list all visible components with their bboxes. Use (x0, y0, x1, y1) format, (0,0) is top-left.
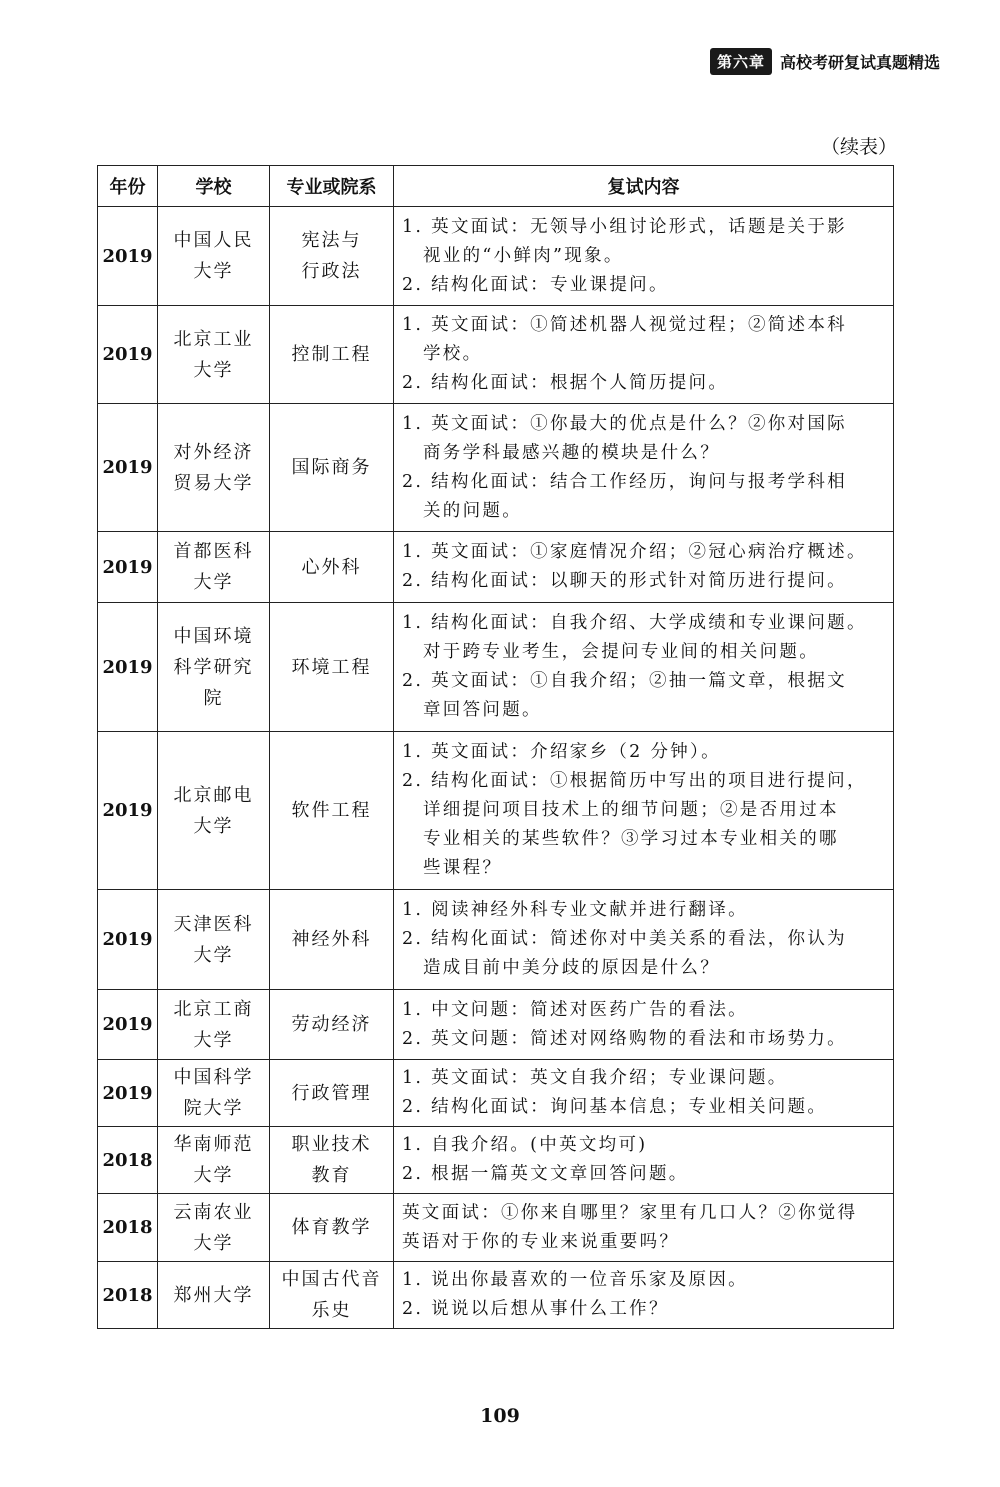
table-row (98, 1060, 894, 1127)
cell-content (394, 732, 894, 890)
content-line: 2. 结构化面试：结合工作经历，询问与报考学科相 (402, 471, 847, 492)
school-name-line: 北京工商 (173, 998, 254, 1020)
book-title: 高校考研复试真题精选 (779, 53, 940, 72)
school-name-line: 大学 (193, 1029, 234, 1051)
major-name-line: 神经外科 (291, 929, 372, 950)
content-line: 视业的“小鲜肉”现象。 (423, 245, 624, 266)
content-line: 1. 英文面试：①简述机器人视觉过程；②简述本科 (402, 315, 847, 335)
cell-year: 2019 (98, 404, 158, 532)
school-name-line: 中国科学 (173, 1067, 254, 1088)
cell-year: 2019 (98, 990, 158, 1060)
major-name-line: 乐史 (311, 1300, 352, 1321)
content-line: 详细提问项目技术上的细节问题；②是否用过本 (423, 800, 839, 820)
cell-content (394, 1060, 894, 1127)
major-name-line: 行政管理 (291, 1082, 372, 1104)
cell-content (394, 306, 894, 404)
cell-content (394, 1194, 894, 1262)
content-line: 2. 结构化面试：根据个人简历提问。 (402, 373, 729, 393)
school-name-line: 天津医科 (173, 913, 254, 935)
cell-major (270, 1194, 394, 1262)
table-row (98, 1194, 894, 1262)
column-header-major: 专业或院系 (270, 166, 394, 207)
school-name-line: 大学 (193, 572, 234, 593)
cell-year: 2019 (98, 732, 158, 890)
major-name-line: 环境工程 (291, 656, 372, 678)
column-header-year: 年份 (98, 166, 158, 207)
content-line: 2. 结构化面试：①根据简历中写出的项目进行提问， (402, 771, 867, 791)
major-name-line: 中国古代音 (281, 1269, 382, 1290)
cell-content (394, 603, 894, 732)
content-line: 1. 英文面试：英文自我介绍；专业课问题。 (402, 1068, 788, 1088)
interview-questions-table (97, 165, 894, 1329)
content-line: 1. 英文面试：无领导小组讨论形式，话题是关于影 (402, 216, 847, 237)
school-name-line: 华南师范 (173, 1134, 254, 1155)
content-line: 1. 中文问题：简述对医药广告的看法。 (402, 999, 748, 1020)
school-name-line: 大学 (193, 815, 234, 837)
content-line: 专业相关的某些软件？③学习过本专业相关的哪 (423, 829, 839, 849)
content-line: 2. 说说以后想从事什么工作？ (402, 1299, 669, 1319)
cell-school (158, 890, 270, 990)
content-line: 造成目前中美分歧的原因是什么？ (423, 958, 720, 978)
content-line: 1. 英文面试：①家庭情况介绍；②冠心病治疗概述。 (402, 542, 867, 562)
cell-school (158, 1194, 270, 1262)
table-row (98, 306, 894, 404)
cell-major (270, 207, 394, 306)
content-line: 1. 结构化面试：自我介绍、大学成绩和专业课问题。 (402, 613, 867, 633)
content-line: 关的问题。 (423, 500, 522, 521)
content-line: 学校。 (423, 344, 483, 364)
content-line: 对于跨专业考生，会提问专业间的相关问题。 (423, 642, 819, 662)
major-name-line: 行政法 (301, 261, 362, 282)
content-line: 些课程？ (423, 858, 503, 878)
school-name-line: 对外经济 (173, 441, 254, 463)
major-name-line: 控制工程 (291, 344, 372, 365)
table-row (98, 207, 894, 306)
cell-major (270, 732, 394, 890)
school-name-line: 科学研究 (173, 656, 254, 678)
table-row (98, 1127, 894, 1194)
major-name-line: 软件工程 (291, 800, 372, 821)
school-name-line: 大学 (193, 1165, 234, 1186)
content-line: 英语对于你的专业来说重要吗？ (402, 1231, 680, 1252)
cell-year: 2018 (98, 1262, 158, 1329)
content-line: 2. 根据一篇英文文章回答问题。 (402, 1164, 689, 1184)
cell-school (158, 207, 270, 306)
school-name-line: 贸易大学 (173, 472, 254, 494)
content-line: 2. 结构化面试：简述你对中美关系的看法，你认为 (402, 929, 847, 949)
cell-year: 2019 (98, 207, 158, 306)
cell-major (270, 404, 394, 532)
school-name-line: 院大学 (183, 1098, 244, 1119)
school-name-line: 院 (203, 687, 224, 709)
major-name-line: 职业技术 (291, 1134, 372, 1155)
cell-content (394, 1262, 894, 1329)
cell-content (394, 404, 894, 532)
content-line: 1. 阅读神经外科专业文献并进行翻译。 (402, 900, 748, 920)
cell-year: 2019 (98, 306, 158, 404)
school-name-line: 北京工业 (173, 328, 254, 350)
table-row (98, 603, 894, 732)
cell-content (394, 207, 894, 306)
cell-major (270, 890, 394, 990)
content-line: 1. 自我介绍。(中英文均可) (402, 1135, 648, 1155)
school-name-line: 首都医科 (173, 541, 254, 562)
cell-school (158, 404, 270, 532)
cell-school (158, 990, 270, 1060)
major-name-line: 宪法与 (301, 230, 362, 251)
cell-school (158, 1262, 270, 1329)
cell-year: 2019 (98, 532, 158, 603)
school-name-line: 大学 (193, 261, 234, 282)
major-name-line: 心外科 (301, 556, 362, 578)
table-row (98, 890, 894, 990)
cell-year: 2019 (98, 890, 158, 990)
cell-major (270, 603, 394, 732)
cell-content (394, 532, 894, 603)
major-name-line: 体育教学 (291, 1217, 372, 1238)
column-header-content: 复试内容 (394, 166, 894, 207)
school-name-line: 中国人民 (173, 230, 254, 251)
content-line: 2. 英文问题：简述对网络购物的看法和市场势力。 (402, 1028, 847, 1049)
major-name-line: 教育 (311, 1165, 352, 1186)
page-number: 109 (480, 1405, 520, 1427)
cell-content (394, 990, 894, 1060)
cell-school (158, 1060, 270, 1127)
content-line: 2. 结构化面试：询问基本信息；专业相关问题。 (402, 1097, 828, 1117)
table-row (98, 404, 894, 532)
cell-school (158, 532, 270, 603)
cell-year: 2019 (98, 1060, 158, 1127)
cell-year: 2019 (98, 603, 158, 732)
table-header-row (98, 166, 894, 207)
content-line: 1. 英文面试：介绍家乡（2 分钟）。 (402, 742, 721, 762)
running-header (710, 48, 940, 75)
cell-major (270, 1262, 394, 1329)
major-name-line: 国际商务 (291, 457, 372, 478)
content-line: 章回答问题。 (423, 700, 542, 720)
content-line: 2. 结构化面试：以聊天的形式针对简历进行提问。 (402, 571, 847, 591)
table-row (98, 732, 894, 890)
chapter-badge: 第六章 (710, 48, 772, 75)
school-name-line: 郑州大学 (173, 1284, 254, 1306)
content-line: 商务学科最感兴趣的模块是什么？ (423, 442, 720, 463)
school-name-line: 大学 (193, 944, 234, 966)
cell-school (158, 603, 270, 732)
school-name-line: 大学 (193, 1232, 234, 1254)
column-header-school: 学校 (158, 166, 270, 207)
table-row (98, 990, 894, 1060)
major-name-line: 劳动经济 (291, 1014, 372, 1035)
cell-major (270, 306, 394, 404)
school-name-line: 中国环境 (173, 625, 254, 647)
content-line: 2. 英文面试：①自我介绍；②抽一篇文章，根据文 (402, 671, 847, 691)
table-row (98, 532, 894, 603)
content-line: 1. 英文面试：①你最大的优点是什么？②你对国际 (402, 413, 847, 434)
cell-school (158, 1127, 270, 1194)
content-line: 2. 结构化面试：专业课提问。 (402, 274, 669, 295)
school-name-line: 北京邮电 (173, 784, 254, 806)
cell-content (394, 890, 894, 990)
content-line: 1. 说出你最喜欢的一位音乐家及原因。 (402, 1270, 748, 1290)
cell-major (270, 1127, 394, 1194)
table-continued-note: （续表） (820, 136, 897, 158)
cell-year: 2018 (98, 1127, 158, 1194)
cell-year: 2018 (98, 1194, 158, 1262)
table-row (98, 1262, 894, 1329)
cell-school (158, 306, 270, 404)
cell-major (270, 990, 394, 1060)
school-name-line: 大学 (193, 359, 234, 381)
content-line: 英文面试：①你来自哪里？家里有几口人？②你觉得 (402, 1202, 858, 1223)
cell-major (270, 1060, 394, 1127)
cell-major (270, 532, 394, 603)
school-name-line: 云南农业 (173, 1201, 254, 1223)
cell-school (158, 732, 270, 890)
cell-content (394, 1127, 894, 1194)
